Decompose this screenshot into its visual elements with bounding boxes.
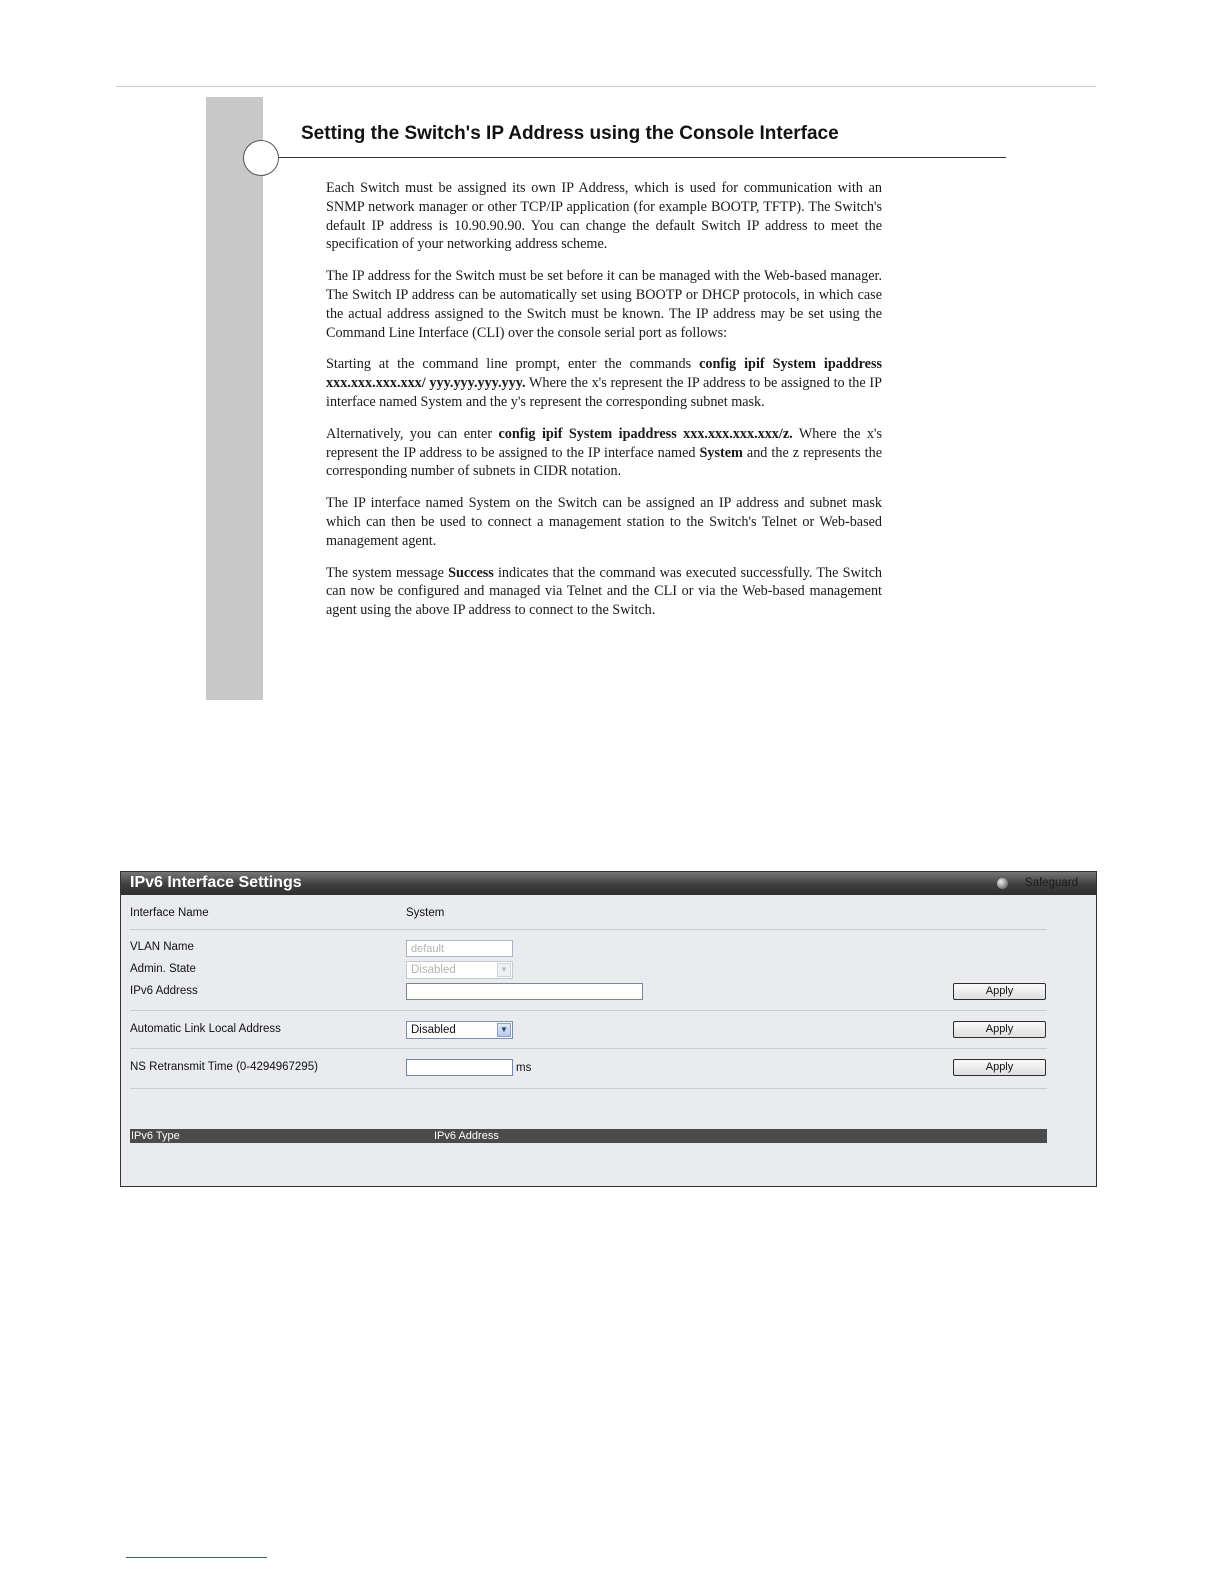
auto-link-local-apply-button[interactable]: Apply xyxy=(953,1021,1046,1038)
chevron-down-icon: ▼ xyxy=(497,1023,511,1037)
note-text: The IP interface named System on the Switch can be assigned an IP address and subnet mask which can then be used to connect a management station to the Switch's Telnet or Web-based management agent. xyxy=(326,495,882,549)
ipv6-address-table-header xyxy=(130,1129,1047,1143)
note-title: Setting the Switch's IP Address using the Console Interface xyxy=(301,123,839,144)
column-header-ipv6-type: IPv6 Type xyxy=(131,1130,180,1142)
ipv6-address-label: IPv6 Address xyxy=(130,985,198,997)
safeguard-icon xyxy=(997,878,1008,889)
note-paragraph xyxy=(326,564,882,620)
vlan-name-input xyxy=(406,940,513,957)
page-header-rule xyxy=(116,86,1096,87)
chevron-down-icon: ▼ xyxy=(497,963,511,977)
column-header-ipv6-address: IPv6 Address xyxy=(434,1130,499,1142)
ipv6-address-input[interactable] xyxy=(406,983,643,1000)
admin-state-value: Disabled xyxy=(411,964,456,976)
note-text: indicates that the command was executed successfully. The Switch can now be configured and managed via Telnet and the CLI or via the Web-based management agent using the above IP address to connect to the Switch. xyxy=(326,564,882,619)
note-bold-text: config ipif System ipaddress xxx.xxx.xxx.xxx/ yyy.yyy.yyy.yyy. xyxy=(326,356,882,392)
note-title-rule xyxy=(279,157,1006,158)
note-text: Alternatively, you can enter xyxy=(326,425,499,442)
note-text: The IP address for the Switch must be set before it can be managed with the Web-based manager. The Switch IP address can be automatically set using BOOTP or DHCP protocols, in which case the actual address assigned to the Switch must be known. The IP address may be set using the Command Line Interface (CLI) over the console serial port as follows: xyxy=(326,268,882,341)
divider xyxy=(130,1048,1047,1049)
ns-retransmit-apply-button[interactable]: Apply xyxy=(953,1059,1046,1076)
auto-link-local-label: Automatic Link Local Address xyxy=(130,1023,281,1035)
divider xyxy=(130,1010,1047,1011)
ipv6-address-apply-button[interactable]: Apply xyxy=(953,983,1046,1000)
divider xyxy=(130,929,1047,930)
note-bold-text: System xyxy=(699,444,743,461)
vlan-name-label: VLAN Name xyxy=(130,941,194,953)
note-text: Each Switch must be assigned its own IP Address, which is used for communication with an SNMP network manager or other TCP/IP application (for example BOOTP, TFTP). The Switch's default IP address is 10.90.90.90. You can change the default Switch IP address to meet the specification of your networking address scheme. xyxy=(326,180,882,253)
divider xyxy=(130,1088,1047,1089)
note-paragraph xyxy=(326,355,882,411)
note-box xyxy=(206,97,1026,700)
note-paragraph xyxy=(326,494,882,550)
ipv6-interface-settings-panel xyxy=(120,871,1097,1187)
note-bold-text: Success xyxy=(448,564,494,581)
ns-retransmit-unit: ms xyxy=(516,1062,532,1074)
note-paragraph xyxy=(326,267,882,342)
interface-name-label: Interface Name xyxy=(130,907,209,919)
note-text: The system message xyxy=(326,564,449,581)
note-paragraph xyxy=(326,425,882,481)
ns-retransmit-input[interactable] xyxy=(406,1059,513,1076)
note-sidebar xyxy=(206,97,263,700)
safeguard-indicator[interactable] xyxy=(988,877,1078,891)
ns-retransmit-label: NS Retransmit Time (0-4294967295) xyxy=(130,1061,318,1073)
auto-link-local-select[interactable] xyxy=(406,1021,513,1039)
note-text: Starting at the command line prompt, enter the commands xyxy=(326,356,700,373)
note-circle-icon xyxy=(243,140,279,176)
interface-name-value: System xyxy=(406,907,445,919)
auto-link-local-value: Disabled xyxy=(411,1024,456,1036)
panel-title: IPv6 Interface Settings xyxy=(130,874,302,891)
note-paragraph xyxy=(326,179,882,254)
footnote-rule xyxy=(126,1557,267,1558)
note-text: Where the x's represent the IP address to be assigned to the IP interface named xyxy=(326,425,882,461)
note-text: and the z represents the corresponding number of subnets in CIDR notation. xyxy=(326,444,882,480)
note-text: Where the x's represent the IP address to be assigned to the IP interface named System and the y's represent the corresponding subnet mask. xyxy=(326,375,882,410)
safeguard-label: Safeguard xyxy=(1024,877,1078,889)
admin-state-select xyxy=(406,961,513,979)
panel-header xyxy=(121,872,1096,895)
note-bold-text: config ipif System ipaddress xxx.xxx.xxx.xxx/z. xyxy=(498,425,793,442)
note-body xyxy=(326,179,882,633)
admin-state-label: Admin. State xyxy=(130,963,196,975)
